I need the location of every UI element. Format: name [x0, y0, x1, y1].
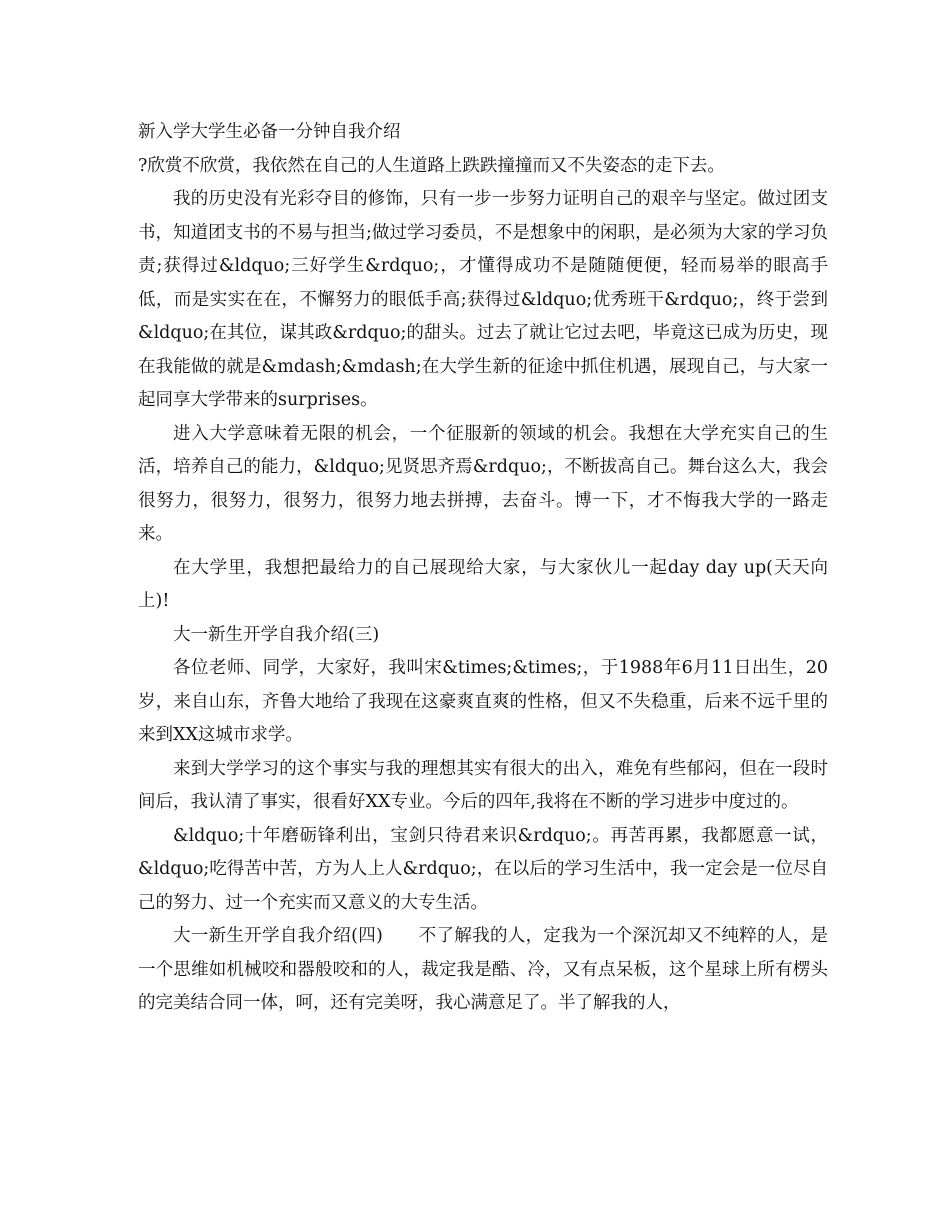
document-title: 新入学大学生必备一分钟自我介绍	[138, 122, 401, 142]
document-body	[138, 116, 828, 1021]
paragraph-5: 各位老师、同学，大家好，我叫宋&times;&times;，于1988年6月11日出生，20岁，来自山东，齐鲁大地给了我现在这豪爽直爽的性格，但又不失稳重，后来不远千里的来到XX这城市求学。	[138, 658, 828, 745]
paragraph-8: 大一新生开学自我介绍(四) 不了解我的人，定我为一个深沉却又不纯粹的人，是一个思维如机械咬和器般咬和的人，裁定我是酷、冷，又有点呆板，这个星球上所有楞头的完美结合同一体，呵，还有完美呀，我心满意足了。半了解我的人，	[138, 926, 828, 1013]
paragraph-4: 在大学里，我想把最给力的自己展现给大家，与大家伙儿一起day day up(天天向上)!	[138, 557, 828, 611]
paragraph-7: &ldquo;十年磨砺锋利出，宝剑只待君来识&rdquo;。再苦再累，我都愿意一试，&ldquo;吃得苦中苦，方为人上人&rdquo;，在以后的学习生活中，我一定会是一位尽自己的努力、过一个充实而又意义的大专生活。	[138, 825, 828, 913]
paragraph-6: 来到大学学习的这个事实与我的理想其实有很大的出入，难免有些郁闷，但在一段时间后，我认清了事实，很看好XX专业。今后的四年,我将在不断的学习进步中度过的。	[138, 758, 828, 812]
paragraph-2: 我的历史没有光彩夺目的修饰，只有一步一步努力证明自己的艰辛与坚定。做过团支书，知道团支书的不易与担当;做过学习委员，不是想象中的闲职，是必须为大家的学习负责;获得过&ldquo;三好学生&rdquo;，才懂得成功不是随随便便，轻而易举的眼高手低，而是实实在在，不懈努力的眼低手高;获得过&ldquo;优秀班干&rdquo;，终于尝到&ldquo;在其位，谋其政&rdquo;的甜头。过去了就让它过去吧，毕竟这已成为历史，现在我能做的就是&mdash;&mdash;在大学生新的征途中抓住机遇，展现自己，与大家一起同享大学带来的surprises。	[138, 189, 828, 410]
paragraph-1: ?欣赏不欣赏，我依然在自己的人生道路上跌跌撞撞而又不失姿态的走下去。	[138, 155, 725, 176]
section-heading-3: 大一新生开学自我介绍(三)	[173, 624, 380, 645]
paragraph-3: 进入大学意味着无限的机会，一个征服新的领域的机会。我想在大学充实自己的生活，培养自己的能力，&ldquo;见贤思齐焉&rdquo;，不断拔高自己。舞台这么大，我会很努力，很努力，很努力，很努力地去拼搏，去奋斗。博一下，才不悔我大学的一路走来。	[138, 423, 828, 544]
